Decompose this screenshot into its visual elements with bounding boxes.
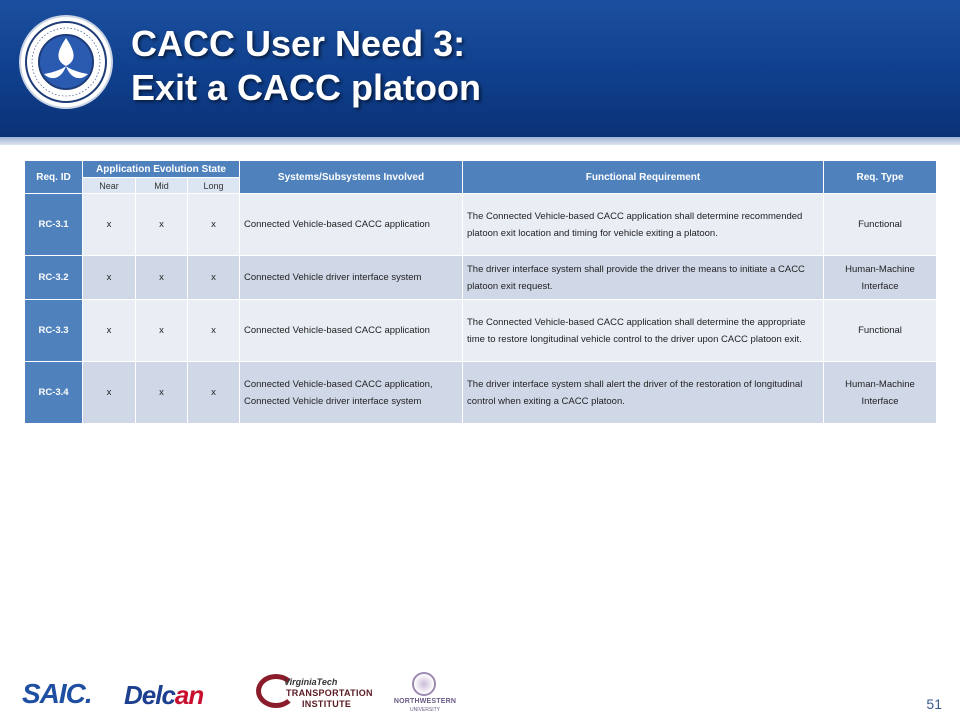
row-mid: x [136, 256, 188, 300]
row-req-type: Functional [824, 300, 937, 362]
table-row [25, 256, 937, 300]
row-req-id: RC-3.4 [25, 362, 83, 424]
title-line-2: Exit a CACC platoon [131, 67, 482, 108]
page-number: 51 [926, 696, 942, 712]
page-title [131, 22, 481, 110]
row-requirement: The Connected Vehicle-based CACC application shall determine recommended platoon exit location and timing for vehicle exiting a platoon. [463, 194, 824, 256]
header-long: Long [188, 178, 240, 194]
row-near: x [83, 300, 136, 362]
header-evolution-state: Application Evolution State [83, 161, 240, 178]
usdot-seal-icon [18, 14, 114, 110]
row-systems: Connected Vehicle-based CACC application, Connected Vehicle driver interface system [240, 362, 463, 424]
row-req-type: Human-Machine Interface [824, 362, 937, 424]
header-requirement: Functional Requirement [463, 161, 824, 194]
row-req-type: Functional [824, 194, 937, 256]
row-long: x [188, 194, 240, 256]
row-long: x [188, 362, 240, 424]
header-mid: Mid [136, 178, 188, 194]
delcan-logo [124, 680, 203, 711]
header-systems: Systems/Subsystems Involved [240, 161, 463, 194]
row-mid: x [136, 194, 188, 256]
row-long: x [188, 300, 240, 362]
row-near: x [83, 362, 136, 424]
row-near: x [83, 194, 136, 256]
row-mid: x [136, 362, 188, 424]
northwestern-seal-icon [412, 672, 436, 696]
northwestern-logo-line1: NORTHWESTERN [393, 698, 457, 705]
header-divider [0, 137, 960, 145]
header-req-id: Req. ID [25, 161, 83, 194]
vtti-logo-line2: TRANSPORTATION [286, 688, 373, 698]
delcan-logo-part1: Delc [124, 680, 175, 710]
table-row [25, 362, 937, 424]
vtti-logo-line1: VirginiaTech [284, 677, 338, 687]
row-requirement: The driver interface system shall alert the driver of the restoration of longitudinal control when exiting a CACC platoon. [463, 362, 824, 424]
row-systems: Connected Vehicle-based CACC application [240, 194, 463, 256]
row-mid: x [136, 300, 188, 362]
row-systems: Connected Vehicle driver interface system [240, 256, 463, 300]
row-req-id: RC-3.1 [25, 194, 83, 256]
footer-logos [0, 668, 960, 720]
row-req-type: Human-Machine Interface [824, 256, 937, 300]
delcan-logo-part2: an [174, 680, 204, 710]
vtti-logo [256, 672, 374, 712]
header-near: Near [83, 178, 136, 194]
row-systems: Connected Vehicle-based CACC application [240, 300, 463, 362]
table-row [25, 194, 937, 256]
header-banner [0, 0, 960, 137]
header-req-type: Req. Type [824, 161, 937, 194]
table-row [25, 300, 937, 362]
row-near: x [83, 256, 136, 300]
saic-logo: SAIC. [22, 678, 92, 709]
requirements-table [24, 160, 937, 424]
northwestern-logo [392, 672, 458, 716]
vtti-logo-line3: INSTITUTE [302, 699, 352, 709]
northwestern-logo-line2: UNIVERSITY [409, 707, 440, 713]
row-req-id: RC-3.3 [25, 300, 83, 362]
row-long: x [188, 256, 240, 300]
title-line-1: CACC User Need 3: [131, 23, 466, 64]
row-requirement: The Connected Vehicle-based CACC application shall determine the appropriate time to restore longitudinal vehicle control to the driver upon CACC platoon exit. [463, 300, 824, 362]
row-req-id: RC-3.2 [25, 256, 83, 300]
row-requirement: The driver interface system shall provide the driver the means to initiate a CACC platoon exit request. [463, 256, 824, 300]
